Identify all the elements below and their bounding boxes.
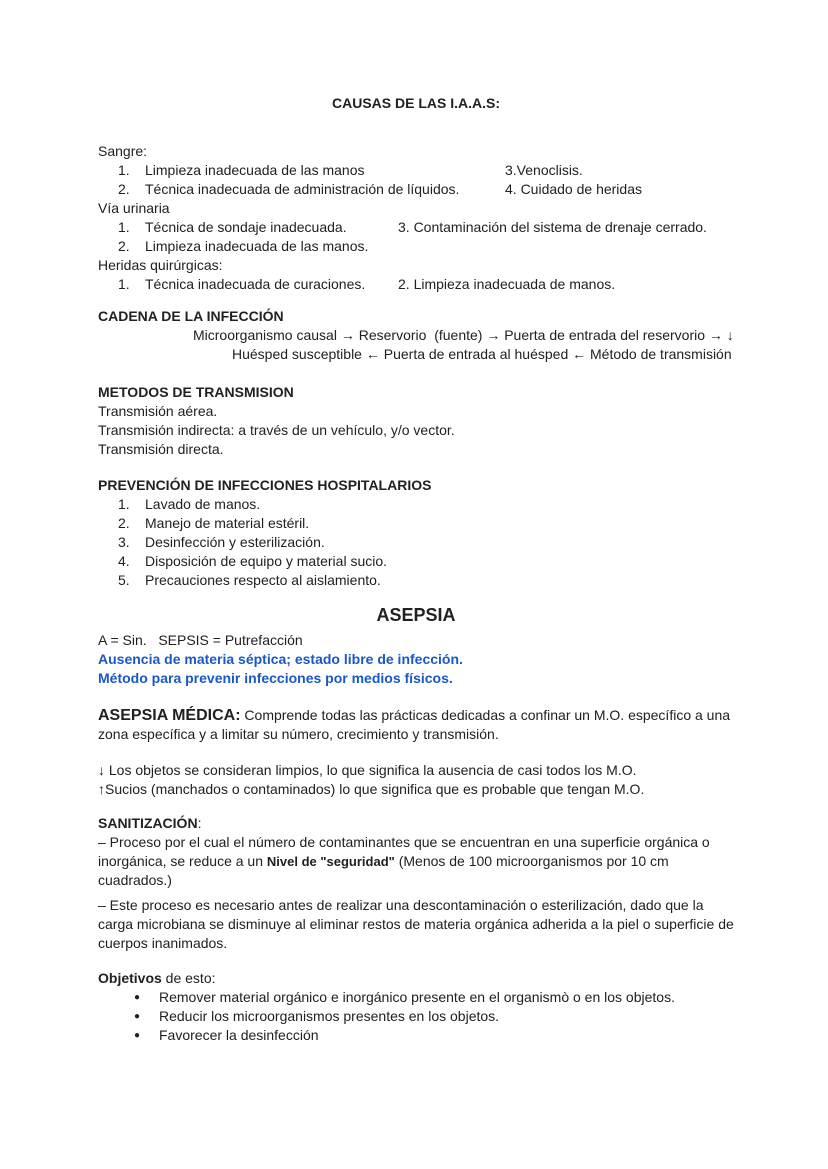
item-text: Limpieza inadecuada de las manos.: [145, 238, 369, 254]
list-item: [98, 552, 734, 571]
paragraph-text: (Menos de 100 microorganismos por 10 cm cuadrados.): [98, 853, 669, 888]
section-prevencion: [98, 476, 734, 590]
list-item: [98, 161, 734, 180]
item-number: 1.: [118, 496, 130, 512]
list-item: [98, 180, 734, 199]
sanitizacion-paragraph-1: [98, 833, 734, 890]
section-asepsia-medica: [98, 706, 734, 744]
section-heading: METODOS DE TRANSMISION: [98, 384, 294, 400]
group-label-heridas: Heridas quirúrgicas:: [98, 257, 223, 273]
transmission-line: Transmisión aérea.: [98, 403, 218, 419]
list-item: [98, 275, 734, 294]
item-right-text: 4. Cuidado de heridas: [505, 181, 642, 197]
section-objetivos: [98, 969, 734, 1045]
objetivos-rest: de esto:: [161, 970, 216, 986]
list-item: [98, 218, 734, 237]
section-heading: PREVENCIÓN DE INFECCIONES HOSPITALARIOS: [98, 477, 432, 493]
section-sanitizacion: [98, 814, 734, 953]
item-text: Técnica inadecuada de administración de líquidos.: [145, 181, 460, 197]
section-metodos: [98, 383, 734, 459]
asepsia-medica-text: Comprende todas las prácticas dedicadas a confinar un M.O. específico a una zona específica y a limitar su número, crecimiento y transmisión.: [98, 707, 731, 742]
item-text: Remover material orgánico e inorgánico presente en el organismò o en los objetos.: [159, 989, 675, 1005]
sanitizacion-paragraph-2: – Este proceso es necesario antes de realizar una descontaminación o esterilización, dado que la carga microbiana se disminuye al eliminar restos de materia orgánica adherida a la piel o superficie de cuerpos inanimados.: [98, 897, 734, 951]
list-item: [98, 514, 734, 533]
section-cadena: [98, 307, 734, 364]
transmission-line: Transmisión directa.: [98, 441, 224, 457]
document-content: [98, 94, 734, 1045]
infection-chain-line-1: Microorganismo causal → Reservorio (fuente) → Puerta de entrada del reservorio → ↓: [193, 327, 734, 343]
asepsia-definition-line: A = Sin. SEPSIS = Putrefacción: [98, 632, 303, 648]
item-number: 4.: [118, 553, 130, 569]
list-item: [98, 1007, 734, 1026]
item-text: Desinfección y esterilización.: [145, 534, 325, 550]
list-item: [98, 533, 734, 552]
item-right-text: 3.Venoclisis.: [505, 162, 583, 178]
asepsia-medica-lead: ASEPSIA MÉDICA:: [98, 707, 241, 724]
list-item: [98, 1026, 734, 1045]
item-number: 1.: [118, 162, 130, 178]
item-text: Manejo de material estéril.: [145, 515, 310, 531]
dirty-objects-line: ↑Sucios (manchados o contaminados) lo que significa que es probable que tengan M.O.: [98, 781, 645, 797]
infection-chain-line-2: Huésped susceptible ← Puerta de entrada al huésped ← Método de transmisión: [232, 346, 732, 362]
item-text: Favorecer la desinfección: [159, 1027, 319, 1043]
clean-objects-line: ↓ Los objetos se consideran limpios, lo que significa la ausencia de casi todos los M.O.: [98, 762, 637, 778]
item-text: Limpieza inadecuada de las manos: [145, 162, 365, 178]
list-item: [98, 237, 734, 256]
paragraph-text: – Proceso por el cual el número de contaminantes que se encuentran en una superficie orgánica o inorgánica, se reduce a un: [98, 834, 710, 869]
item-number: 1.: [118, 276, 130, 292]
item-number: 2.: [118, 515, 130, 531]
objetivos-lead: Objetivos: [98, 970, 162, 986]
item-text: Precauciones respecto al aislamiento.: [145, 572, 381, 588]
item-text: Técnica de sondaje inadecuada.: [145, 219, 347, 235]
transmission-line: Transmisión indirecta: a través de un vehículo, y/o vector.: [98, 422, 455, 438]
section-heading: SANITIZACIÓN: [98, 815, 198, 831]
group-label-via-urinaria: Vía urinaria: [98, 200, 170, 216]
item-number: 1.: [118, 219, 130, 235]
item-right-text: 2. Limpieza inadecuada de manos.: [398, 276, 616, 292]
section-causas: [98, 142, 734, 294]
item-text: Lavado de manos.: [145, 496, 261, 512]
item-number: 3.: [118, 534, 130, 550]
item-number: 2.: [118, 238, 130, 254]
list-item: [98, 495, 734, 514]
bullet-marker: ●: [134, 992, 141, 1003]
item-number: 5.: [118, 572, 130, 588]
section-heading: CADENA DE LA INFECCIÓN: [98, 308, 284, 324]
bullet-marker: ●: [134, 1011, 141, 1022]
page-title: CAUSAS DE LAS I.A.A.S:: [331, 95, 500, 111]
list-item: [98, 988, 734, 1007]
bullet-marker: ●: [134, 1030, 141, 1041]
item-text: Técnica inadecuada de curaciones.: [145, 276, 366, 292]
list-item: [98, 571, 734, 590]
asepsia-title: ASEPSIA: [376, 605, 456, 625]
item-number: 2.: [118, 181, 130, 197]
item-text: Reducir los microorganismos presentes en los objetos.: [159, 1008, 500, 1024]
section-asepsia: [98, 603, 734, 688]
security-level-bold: Nivel de "seguridad": [266, 854, 395, 869]
asepsia-blue-line-1: Ausencia de materia séptica; estado libre de infección.: [98, 651, 463, 667]
item-text: Disposición de equipo y material sucio.: [145, 553, 388, 569]
asepsia-blue-line-2: Método para prevenir infecciones por medios físicos.: [98, 670, 453, 686]
heading-colon: :: [197, 815, 202, 831]
item-right-text: 3. Contaminación del sistema de drenaje cerrado.: [398, 219, 707, 235]
section-clean-dirty: [98, 761, 734, 799]
group-label-sangre: Sangre:: [98, 143, 148, 159]
